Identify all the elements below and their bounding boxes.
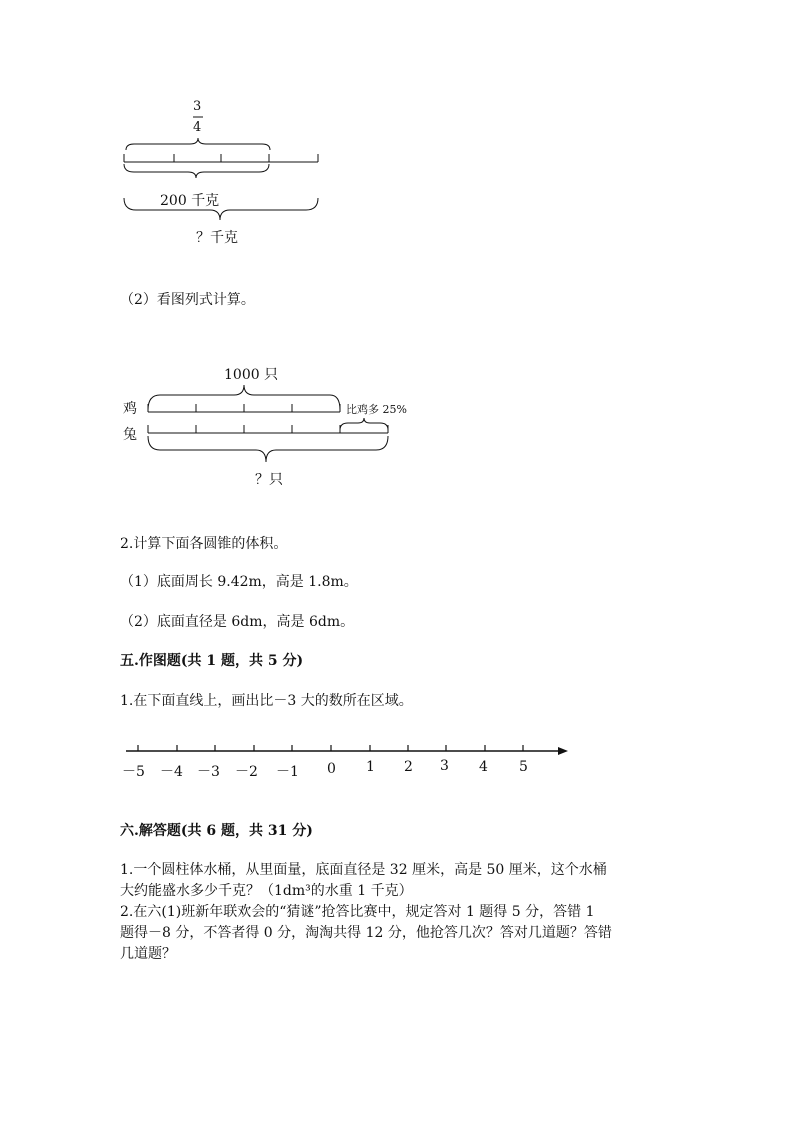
- number-label: －4: [160, 764, 183, 780]
- number-label: 1: [366, 759, 375, 775]
- number-label: 0: [327, 761, 336, 777]
- section-6-q2-line2: 题得－8 分，不答者得 0 分，淘淘共得 12 分，他抢答几次？答对几道题？答错: [120, 925, 612, 941]
- section-6-heading: 六.解答题(共 6 题，共 31 分): [120, 823, 313, 839]
- cone-item-1: （1）底面周长 9.42m，高是 1.8m。: [120, 574, 358, 590]
- axis-arrow: [558, 747, 568, 755]
- section-5-heading: 五.作图题(共 1 题，共 5 分): [120, 653, 304, 669]
- section-6-q1-line2: 大约能盛水多少千克？（1dm³的水重 1 千克）: [120, 883, 413, 899]
- label-more-25: 比鸡多 25%: [346, 403, 407, 416]
- number-label: －2: [235, 764, 258, 780]
- section-6-q2-line3: 几道题？: [120, 946, 176, 962]
- cone-item-2: （2）底面直径是 6dm，高是 6dm。: [120, 614, 355, 630]
- section-5-question-1: 1.在下面直线上，画出比－3 大的数所在区域。: [120, 693, 413, 709]
- cone-volume-title: 2.计算下面各圆锥的体积。: [120, 536, 288, 552]
- label-total-animals: ？只: [255, 472, 283, 488]
- number-label: 5: [519, 759, 528, 775]
- number-label: －3: [197, 764, 220, 780]
- number-label: －5: [122, 764, 145, 780]
- label-rabbit: 兔: [123, 427, 137, 443]
- fraction-numerator: 3: [193, 99, 202, 114]
- label-200kg: 200 千克: [160, 193, 220, 209]
- label-total-kg: ？千克: [196, 230, 238, 246]
- number-label: 3: [440, 758, 449, 774]
- section-6-q1-line1: 1.一个圆柱体水桶，从里面量，底面直径是 32 厘米，高是 50 厘米，这个水桶: [120, 862, 607, 878]
- fraction-denominator: 4: [193, 120, 202, 135]
- number-label: －1: [276, 764, 299, 780]
- number-label: 4: [479, 759, 488, 775]
- section-6-q2-line1: 2.在六(1)班新年联欢会的“猜谜”抢答比赛中，规定答对 1 题得 5 分，答错 1: [120, 904, 595, 920]
- number-label: 2: [404, 759, 413, 775]
- label-chicken: 鸡: [123, 401, 137, 417]
- question-2-title: （2）看图列式计算。: [120, 292, 255, 308]
- label-1000: 1000 只: [224, 367, 279, 383]
